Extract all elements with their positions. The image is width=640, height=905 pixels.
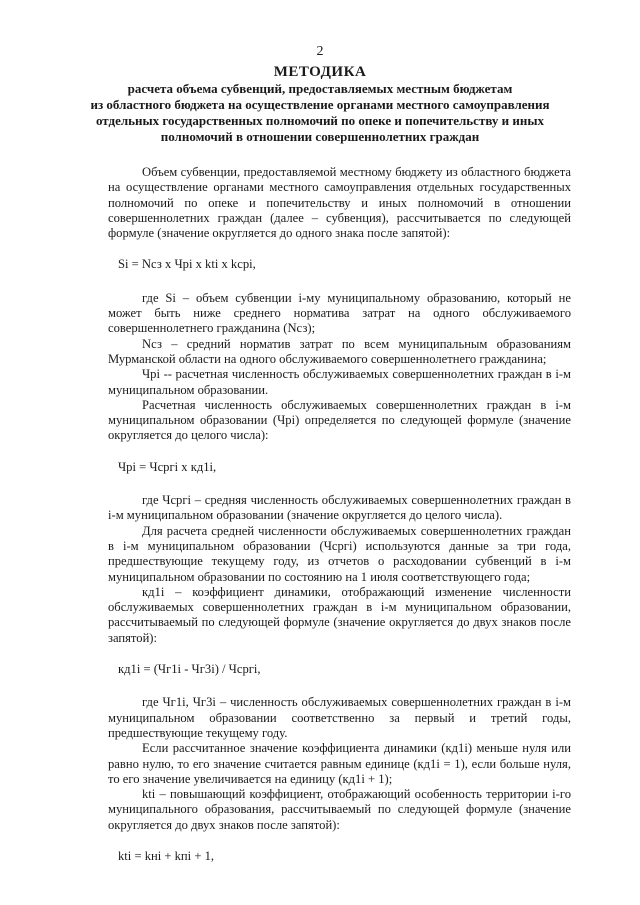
paragraph: где Si – объем субвенции і-му муниципальному образованию, который не может быть ниже среднего норматива затрат на одного обслуживаемого совершеннолетнего гражданина (Nсз); (108, 290, 571, 336)
paragraph: ktі – повышающий коэффициент, отображающий особенность территории і-го муниципального образования, рассчитываемый по следующей формуле (значение округляется до двух знаков после запятой): (108, 787, 571, 832)
paragraph: кд1і – коэффициент динамики, отображающий изменение численности обслуживаемых совершеннолетних граждан в і-м муниципальном образовании, рассчитываемый по следующей формуле (значение округляется до двух знаков после запятой): (108, 584, 571, 645)
formula: Si = Nсз х Чрi х ktі х kсрі, (118, 257, 256, 272)
paragraph: где Чсргі – средняя численность обслуживаемых совершеннолетних граждан в і-м муниципальном образовании (значение округляется до целого числа). (108, 493, 571, 523)
formula: ktі = kнi + kпi + 1, (118, 848, 215, 863)
title-line: расчета объема субвенций, предоставляемых местным бюджетам (127, 81, 513, 96)
formula: Чрі = Чсргі х кд1і, (118, 459, 217, 474)
paragraph: Чрі -- расчетная численность обслуживаемых совершеннолетних граждан в і-м муниципальном образовании. (108, 367, 571, 397)
title-line: из областного бюджета на осуществление органами местного самоуправления (90, 97, 550, 112)
paragraph: где Чг1і, Чг3і – численность обслуживаемых совершеннолетних граждан в і-м муниципальном образовании соответственно за первый и третий годы, предшествующие текущему году. (108, 695, 571, 740)
page-number: 2 (316, 44, 324, 59)
document-body (108, 150, 571, 882)
paragraph: Для расчета средней численности обслуживаемых совершеннолетних граждан в і-м муниципальном образовании (Чсргі) используются данные за три года, предшествующие текущему году, из отчетов о расходовании субвенций в і-м муниципальном образовании по состоянию на 1 июля соответствующего года; (108, 523, 571, 584)
paragraph: Nсз – средний норматив затрат по всем муниципальным образованиям Мурманской области на одного обслуживаемого совершеннолетнего гражданина; (108, 336, 571, 366)
formula: кд1і = (Чг1і - Чг3і) / Чсргі, (118, 662, 261, 677)
title-line: полномочий в отношении совершеннолетних граждан (160, 129, 480, 144)
title-main: МЕТОДИКА (273, 64, 367, 80)
paragraph: Объем субвенции, предоставляемой местному бюджету из областного бюджета на осуществление органами местного самоуправления отдельных государственных полномочий по опеке и попечительству и иных полномочий в отношении совершеннолетних граждан (далее – субвенция), рассчитывается по следующей формуле (значение округляется до одного знака после запятой): (108, 165, 571, 241)
paragraph: Расчетная численность обслуживаемых совершеннолетних граждан в і-м муниципальном образовании (Чрi) определяется по следующей формуле (значение округляется до целого числа): (108, 397, 571, 443)
document-title (60, 64, 580, 145)
paragraph: Если рассчитанное значение коэффициента динамики (кд1і) меньше нуля или равно нулю, то его значение считается равным единице (кд1і = 1), если больше нуля, то его значение увеличивается на единицу (кд1і + 1); (108, 741, 571, 786)
title-line: отдельных государственных полномочий по опеке и попечительству и иных (95, 113, 545, 128)
